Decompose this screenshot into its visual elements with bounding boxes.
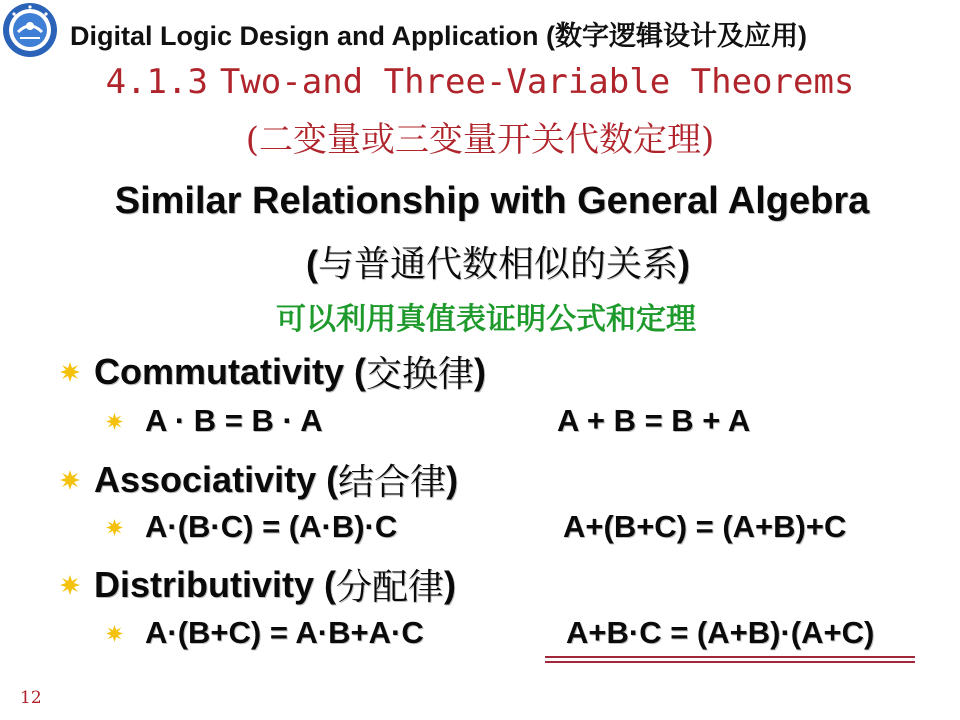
law-associativity — [60, 454, 458, 505]
emphasis-underline — [545, 656, 915, 658]
paren-open: ( — [344, 350, 367, 392]
paren-open: ( — [305, 243, 318, 284]
bullet-burst-icon — [106, 413, 123, 430]
law-cn: 分配律 — [336, 566, 445, 607]
slide-heading: Similar Relationship with General Algebra — [114, 180, 870, 222]
formula-commutativity-right: A + B = B + A — [557, 403, 751, 438]
formula-text: A · B = B · A — [145, 403, 323, 438]
formula-distributivity-right: A+B·C = (A+B)·(A+C) — [566, 615, 875, 650]
paren-open: ( — [316, 458, 339, 500]
bullet-burst-icon — [60, 362, 80, 382]
formula-distributivity-left — [106, 615, 424, 651]
bullet-burst-icon — [60, 470, 80, 490]
heading-subtitle-text: 与普通代数相似的关系 — [317, 243, 678, 284]
law-distributivity — [60, 559, 456, 610]
page-number: 12 — [20, 688, 42, 708]
law-cn: 交换律 — [366, 353, 475, 394]
law-commutativity — [60, 346, 486, 397]
paren-close: ) — [678, 243, 690, 284]
formula-associativity-right: A+(B+C) = (A+B)+C — [563, 509, 847, 544]
formula-text: A·(B·C) = (A·B)·C — [145, 509, 398, 544]
course-title: Digital Logic Design and Application (数字逻辑设计及应用) — [70, 21, 808, 51]
bullet-burst-icon — [106, 625, 123, 642]
paren-open: ( — [314, 563, 337, 605]
paren-close: ) — [474, 350, 487, 392]
formula-text: A·(B+C) = A·B+A·C — [145, 615, 424, 650]
paren-close: ) — [446, 458, 459, 500]
paren-close: ) — [444, 563, 457, 605]
law-name: Associativity — [94, 458, 317, 500]
law-name: Commutativity — [94, 350, 345, 392]
section-title-text: Two-and Three-Variable Theorems — [219, 62, 855, 102]
formula-associativity-left — [106, 509, 397, 545]
section-number: 4.1.3 — [105, 62, 208, 102]
law-cn: 结合律 — [338, 461, 447, 502]
emphasis-underline — [545, 661, 915, 663]
section-title — [0, 62, 960, 102]
bullet-burst-icon — [60, 575, 80, 595]
university-seal-logo — [2, 2, 58, 58]
section-subtitle: (二变量或三变量开关代数定理) — [245, 120, 715, 160]
slide-heading-subtitle — [0, 236, 960, 287]
bullet-burst-icon — [106, 519, 123, 536]
formula-commutativity-left — [106, 403, 323, 439]
law-name: Distributivity — [94, 563, 315, 605]
truth-table-note: 可以利用真值表证明公式和定理 — [276, 303, 696, 336]
